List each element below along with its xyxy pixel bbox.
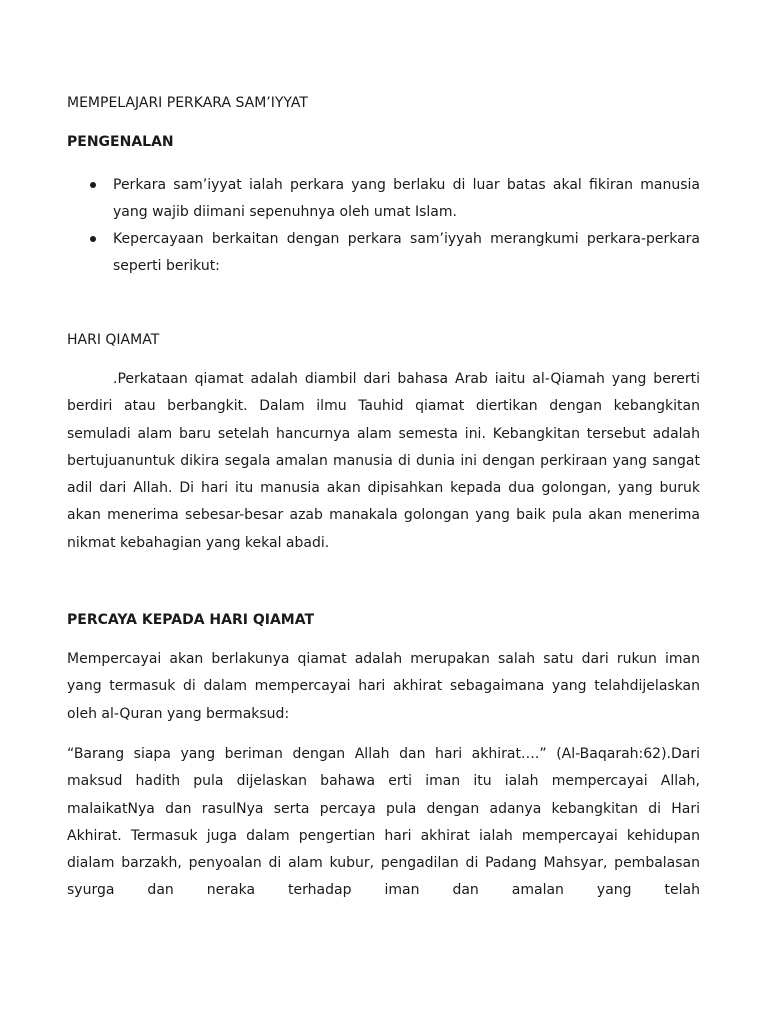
list-item-text: Perkara sam’iyyat ialah perkara yang berlaku di luar batas akal fikiran manusia yang wajib diimani sepenuhnya oleh umat Islam.	[113, 177, 700, 220]
heading-hari-qiamat: HARI QIAMAT	[67, 332, 160, 348]
bullet-icon	[90, 182, 96, 188]
paragraph-hari-qiamat: .Perkataan qiamat adalah diambil dari bahasa Arab iaitu al-Qiamah yang bererti berdiri atau berbangkit. Dalam ilmu Tauhid qiamat diertikan dengan kebangkitan semuladi alam baru setelah hancurnya alam semesta ini. Kebangkitan tersebut adalah bertujuanuntuk dikira segala amalan manusia di dunia ini dengan perkiraan yang sangat adil dari Allah. Di hari itu manusia akan dipisahkan kepada dua golongan, yang buruk akan menerima sebesar-besar azab manakala golongan yang baik pula akan menerima nikmat kebahagian yang kekal abadi.	[67, 371, 700, 551]
list-item	[67, 226, 700, 280]
list-item-text: Kepercayaan berkaitan dengan perkara sam’iyyah merangkumi perkara-perkara seperti berikut:	[113, 231, 700, 274]
paragraph-percaya-1: Mempercayai akan berlakunya qiamat adalah merupakan salah satu dari rukun iman yang termasuk di dalam mempercayai hari akhirat sebagaimana yang telahdijelaskan oleh al-Quran yang bermaksud:	[67, 651, 700, 722]
list-item	[67, 172, 700, 226]
bullet-icon	[90, 236, 96, 242]
document-title: MEMPELAJARI PERKARA SAM’IYYAT	[67, 95, 308, 111]
heading-pengenalan: PENGENALAN	[67, 134, 174, 150]
paragraph-percaya-2: “Barang siapa yang beriman dengan Allah dan hari akhirat….” (Al-Baqarah:62).Dari maksud hadith pula dijelaskan bahawa erti iman itu ialah mempercayai Allah, malaikatNya dan rasulNya serta percaya pula dengan adanya kebangkitan di Hari Akhirat. Termasuk juga dalam pengertian hari akhirat ialah mempercayai kehidupan dialam barzakh, penyoalan di alam kubur, pengadilan di Padang Mahsyar, pembalasan syurga dan neraka terhadap iman dan amalan yang telah	[67, 746, 700, 899]
intro-bullet-list	[67, 172, 700, 280]
heading-percaya-kepada-hari-qiamat: PERCAYA KEPADA HARI QIAMAT	[67, 612, 315, 628]
